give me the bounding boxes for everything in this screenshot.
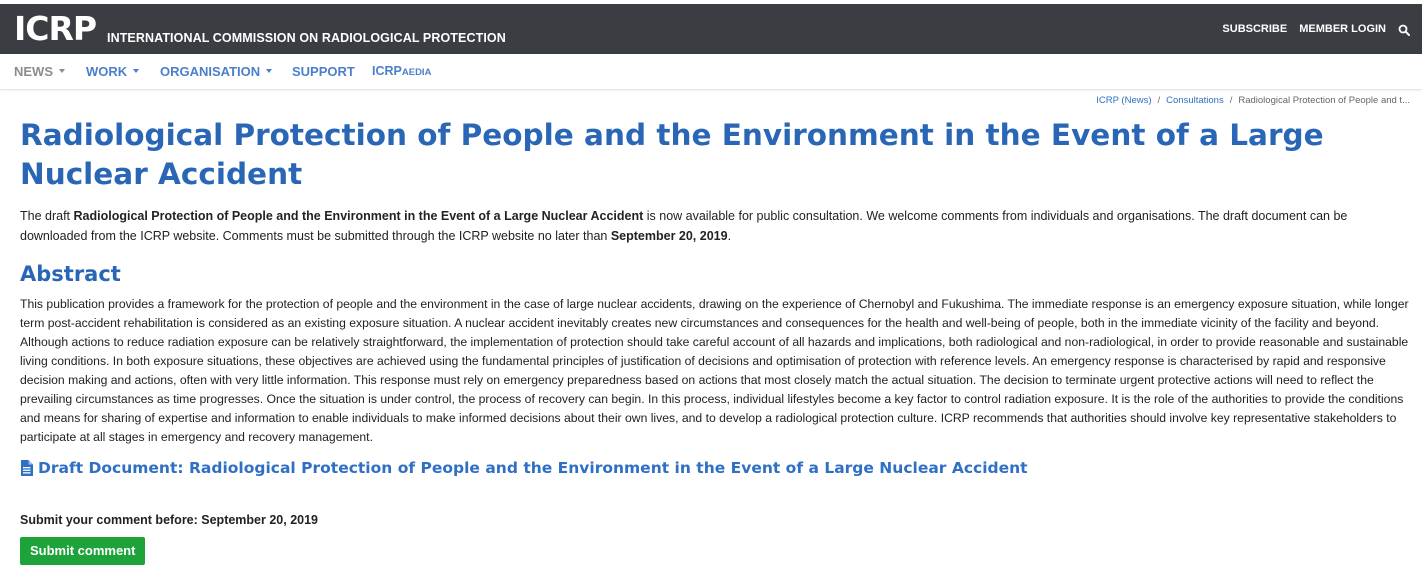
breadcrumb-item-consultations[interactable]: Consultations: [1166, 95, 1224, 106]
nav-news[interactable]: [14, 64, 65, 79]
member-login-link[interactable]: MEMBER LOGIN: [1299, 23, 1386, 35]
main-nav: [0, 54, 1422, 90]
breadcrumb: [1096, 95, 1410, 106]
intro-paragraph: [20, 206, 1405, 246]
breadcrumb-separator: /: [1157, 95, 1161, 106]
intro-bold-date: September 20, 2019: [610, 229, 728, 243]
abstract-heading: Abstract: [20, 262, 121, 286]
chevron-down-icon: [266, 69, 272, 73]
logo-text: ICRP: [14, 9, 97, 48]
abstract-body: This publication provides a framework for the protection of people and the environment in the case of large nuclear accidents, drawing on the experience of Chernobyl and Fukushima. The immediate response is an emergency exposure situation, while longer term post-accident rehabilitation is considered as an existing exposure situation. A nuclear accident inevitably creates new circumstances and consequences for the health and well-being of people, both in the immediate vicinity of the facility and beyond. Although actions to reduce radiation exposure can be relatively straightforward, the implementation of protection should take careful account of all hazards and implications, both radiological and non-radiological, in order to provide reasonable and sustainable living conditions. In both exposure situations, these objectives are achieved using the fundamental principles of justification of decisions and optimisation of protection with reference levels. An emergency response is characterised by rapid and responsive decision making and actions, often with very little information. This response must rely on emergency preparedness based on actions that most closely match the actual situation. The decision to terminate urgent protective actions will need to reflect the prevailing circumstances as time progresses. Once the situation is under control, the process of recovery can begin. In this process, individual lifestyles become a key factor to control radiation exposure. It is the role of the authorities to provide the conditions and means for sharing of expertise and information to enable individuals to make informed decisions about their own lives, and to develop a radiological protection culture. ICRP recommends that authorities should involve key representative stakeholders to participate at all stages in emergency and recovery management.: [20, 297, 1409, 444]
subscribe-link[interactable]: SUBSCRIBE: [1222, 23, 1288, 35]
intro-text-2: is now available for public consultation. We welcome comments from individuals and organisations. The draft document can be downloaded from the ICRP website. Comments must be submitted through the ICRP website no later than: [20, 209, 1348, 243]
document-icon: [20, 460, 33, 476]
intro-text-1: The draft: [20, 209, 74, 223]
breadcrumb-separator: /: [1229, 95, 1233, 106]
icrp-logo[interactable]: [14, 9, 97, 48]
submit-deadline-note: Submit your comment before: September 20, 2019: [20, 513, 319, 527]
top-header-bar: [0, 4, 1422, 54]
nav-support[interactable]: [292, 64, 355, 79]
icrpaedia-main: ICRP: [372, 64, 402, 78]
chevron-down-icon: [59, 69, 65, 73]
nav-work[interactable]: [86, 64, 139, 79]
nav-work-label: WORK: [86, 64, 128, 79]
icrpaedia-small: AEDIA: [401, 67, 432, 78]
nav-organisation-label: ORGANISATION: [160, 64, 261, 79]
organisation-name: INTERNATIONAL COMMISSION ON RADIOLOGICAL PROTECTION: [107, 31, 506, 45]
draft-document-link[interactable]: [20, 459, 1028, 477]
nav-icrpaedia[interactable]: [372, 64, 431, 78]
breadcrumb-item-news[interactable]: ICRP (News): [1096, 95, 1152, 106]
nav-news-label: NEWS: [14, 64, 53, 79]
search-icon[interactable]: [1398, 23, 1410, 35]
intro-text-3: .: [727, 229, 732, 243]
chevron-down-icon: [133, 69, 139, 73]
nav-organisation[interactable]: [160, 64, 272, 79]
nav-support-label: SUPPORT: [292, 64, 355, 79]
page-title: Radiological Protection of People and the Environment in the Event of a Large Nuclear Accident: [20, 118, 1324, 191]
draft-document-link-label: Draft Document: Radiological Protection of People and the Environment in the Event of a Large Nuclear Accident: [38, 459, 1028, 477]
submit-comment-button[interactable]: Submit comment: [20, 537, 145, 565]
top-links: [1222, 23, 1410, 35]
intro-bold-title: Radiological Protection of People and the Environment in the Event of a Large Nuclear Accident: [73, 209, 644, 223]
breadcrumb-item-current: Radiological Protection of People and t...: [1238, 95, 1410, 106]
